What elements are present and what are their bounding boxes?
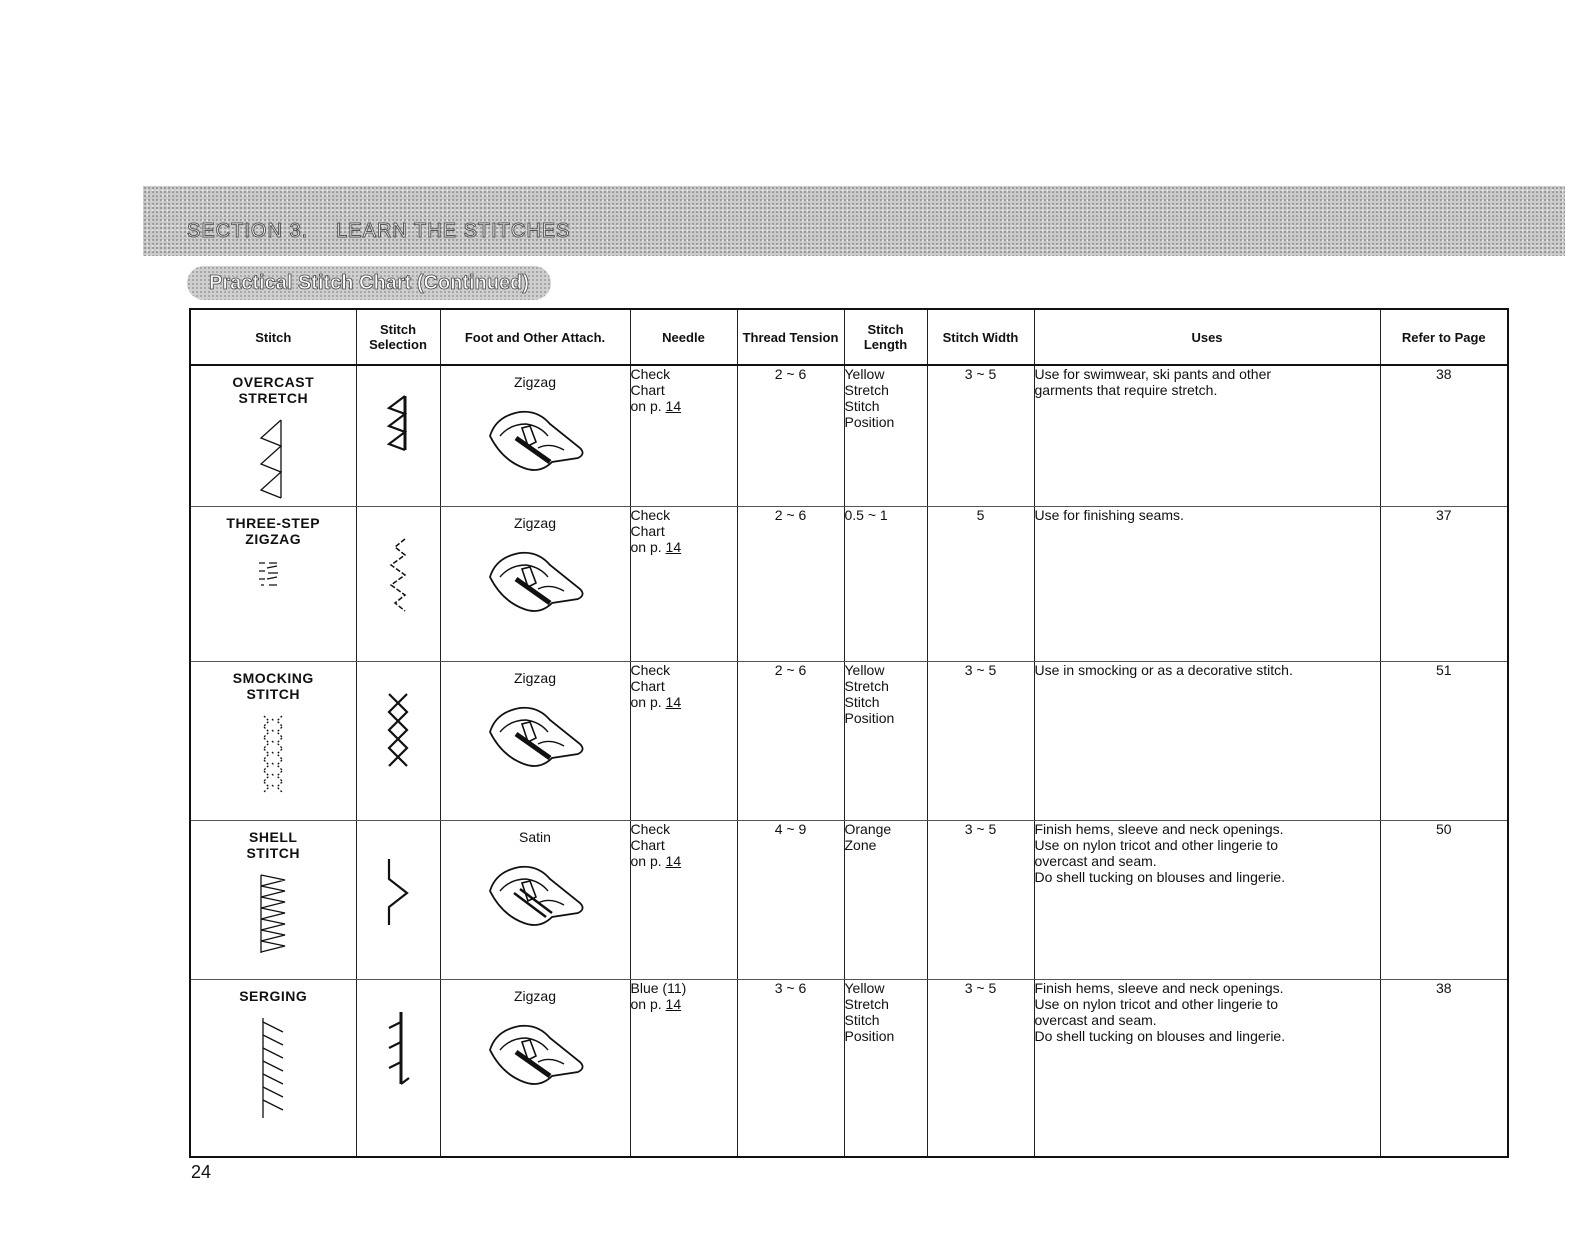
line: Do shell tucking on blouses and lingerie.: [1034, 869, 1286, 885]
line: Check: [630, 662, 671, 678]
section-banner: [143, 186, 1565, 256]
line: Chart: [630, 837, 665, 853]
line: Stitch: [844, 694, 880, 710]
needle-cell: [630, 821, 737, 980]
uses-cell: [1034, 980, 1380, 1158]
line: Chart: [630, 382, 665, 398]
section-number: SECTION 3.: [187, 220, 309, 242]
overcast-stretch-selection-icon: [357, 394, 440, 452]
needle-cell: [630, 365, 737, 507]
line: on p. 14: [630, 539, 682, 555]
page-ref-link[interactable]: 14: [665, 539, 682, 555]
line: Yellow: [844, 366, 885, 382]
header-row: [190, 309, 1508, 365]
table-row: [190, 507, 1508, 662]
foot-cell: [440, 980, 630, 1158]
line: STRETCH: [238, 390, 309, 406]
width-cell: 3 ~ 5: [927, 662, 1034, 821]
length-cell: [844, 662, 927, 821]
presser-foot-icon: [441, 857, 630, 935]
header-foot: Foot and Other Attach.: [440, 309, 630, 365]
needle-cell: [630, 507, 737, 662]
length-cell: [844, 507, 927, 662]
selection-cell: [356, 821, 440, 980]
line: Use on nylon tricot and other lingerie to: [1034, 837, 1279, 853]
line: Do shell tucking on blouses and lingerie.: [1034, 1028, 1286, 1044]
uses-cell: [1034, 821, 1380, 980]
width-cell: 5: [927, 507, 1034, 662]
stitch-cell: [190, 980, 356, 1158]
line: ZIGZAG: [245, 531, 302, 547]
foot-cell: [440, 507, 630, 662]
presser-foot-icon: [441, 698, 630, 776]
selection-cell: [356, 365, 440, 507]
line: 0.5 ~ 1: [844, 507, 888, 523]
stitch-chart-table: [189, 308, 1509, 1158]
foot-label: Zigzag: [513, 670, 557, 686]
line: Yellow: [844, 980, 885, 996]
serging-stitch-selection-icon: [357, 1008, 440, 1088]
line: Use in smocking or as a decorative stitch.: [1034, 662, 1293, 678]
line: Yellow: [844, 662, 885, 678]
line: OVERCAST: [232, 374, 315, 390]
stitch-name: [191, 366, 356, 406]
tension-cell: 2 ~ 6: [737, 507, 844, 662]
refer-page-cell: 37: [1380, 507, 1508, 662]
header-stitch: Stitch: [190, 309, 356, 365]
line: SHELL: [249, 829, 298, 845]
line: Use for finishing seams.: [1034, 507, 1184, 523]
header-uses: Uses: [1034, 309, 1380, 365]
stitch-cell: [190, 821, 356, 980]
line: Check: [630, 366, 671, 382]
table-row: [190, 821, 1508, 980]
refer-page-cell: 38: [1380, 980, 1508, 1158]
line: Position: [844, 1028, 895, 1044]
chart-title: Practical Stitch Chart (Continued): [187, 266, 551, 300]
table-row: [190, 662, 1508, 821]
foot-cell: [440, 821, 630, 980]
selection-cell: [356, 507, 440, 662]
width-cell: 3 ~ 5: [927, 365, 1034, 507]
line: Finish hems, sleeve and neck openings.: [1034, 821, 1284, 837]
smocking-stitch-sample-icon: [191, 712, 356, 800]
refer-page-cell: 51: [1380, 662, 1508, 821]
table-row: [190, 980, 1508, 1158]
header-tension: Thread Tension: [737, 309, 844, 365]
foot-label: Satin: [519, 829, 551, 845]
foot-label: Zigzag: [513, 374, 557, 390]
stitch-name: [191, 821, 356, 861]
line: Position: [844, 710, 895, 726]
line: garments that require stretch.: [1034, 382, 1218, 398]
page-number: 24: [191, 1162, 212, 1182]
line: SERGING: [239, 988, 308, 1004]
header-length: Stitch Length: [844, 309, 927, 365]
stitch-cell: [190, 507, 356, 662]
line: Stretch: [844, 382, 889, 398]
width-cell: 3 ~ 5: [927, 980, 1034, 1158]
refer-page-cell: 38: [1380, 365, 1508, 507]
table-row: [190, 365, 1508, 507]
uses-cell: [1034, 365, 1380, 507]
line: Chart: [630, 678, 665, 694]
needle-cell: [630, 980, 737, 1158]
line: Stretch: [844, 678, 889, 694]
tension-cell: 3 ~ 6: [737, 980, 844, 1158]
serging-stitch-sample-icon: [191, 1014, 356, 1124]
line: on p. 14: [630, 694, 682, 710]
line: STITCH: [246, 686, 301, 702]
shell-stitch-selection-icon: [357, 849, 440, 929]
uses-cell: [1034, 662, 1380, 821]
shell-stitch-sample-icon: [191, 871, 356, 957]
foot-label: Zigzag: [513, 988, 557, 1004]
presser-foot-icon: [441, 543, 630, 621]
stitch-cell: [190, 365, 356, 507]
line: Zone: [844, 837, 877, 853]
line: Stretch: [844, 996, 889, 1012]
width-cell: 3 ~ 5: [927, 821, 1034, 980]
line: Stitch: [844, 398, 880, 414]
chart-body: [190, 365, 1508, 1157]
foot-label: Zigzag: [513, 515, 557, 531]
tension-cell: 4 ~ 9: [737, 821, 844, 980]
selection-cell: [356, 662, 440, 821]
length-cell: [844, 980, 927, 1158]
line: Use on nylon tricot and other lingerie to: [1034, 996, 1279, 1012]
line: on p. 14: [630, 996, 682, 1012]
tension-cell: 2 ~ 6: [737, 662, 844, 821]
page-ref-link[interactable]: 14: [665, 694, 682, 710]
stitch-name: [191, 507, 356, 547]
line: Orange: [844, 821, 892, 837]
uses-cell: [1034, 507, 1380, 662]
selection-cell: [356, 980, 440, 1158]
page-ref-link[interactable]: 14: [665, 853, 682, 869]
line: Check: [630, 507, 671, 523]
line: Finish hems, sleeve and neck openings.: [1034, 980, 1284, 996]
stitch-name: [191, 662, 356, 702]
stitch-name: [191, 980, 356, 1004]
header-width: Stitch Width: [927, 309, 1034, 365]
line: overcast and seam.: [1034, 1012, 1157, 1028]
three-step-zigzag-sample-icon: [191, 557, 356, 597]
needle-cell: [630, 662, 737, 821]
presser-foot-icon: [441, 402, 630, 480]
header-needle: Needle: [630, 309, 737, 365]
header-refer: Refer to Page: [1380, 309, 1508, 365]
refer-page-cell: 50: [1380, 821, 1508, 980]
stitch-cell: [190, 662, 356, 821]
overcast-stretch-sample-icon: [191, 416, 356, 506]
line: overcast and seam.: [1034, 853, 1157, 869]
page-ref-link[interactable]: 14: [665, 996, 682, 1012]
page-ref-link[interactable]: 14: [665, 398, 682, 414]
foot-cell: [440, 365, 630, 507]
section-title: LEARN THE STITCHES: [336, 220, 571, 242]
presser-foot-icon: [441, 1016, 630, 1094]
line: Use for swimwear, ski pants and other: [1034, 366, 1272, 382]
line: on p. 14: [630, 398, 682, 414]
line: Stitch: [844, 1012, 880, 1028]
length-cell: [844, 365, 927, 507]
line: STITCH: [246, 845, 301, 861]
tension-cell: 2 ~ 6: [737, 365, 844, 507]
line: Check: [630, 821, 671, 837]
length-cell: [844, 821, 927, 980]
three-step-zigzag-selection-icon: [357, 535, 440, 615]
section-heading: [187, 220, 598, 243]
line: Blue (11): [630, 980, 687, 996]
line: Chart: [630, 523, 665, 539]
line: on p. 14: [630, 853, 682, 869]
line: SMOCKING: [232, 670, 314, 686]
line: THREE-STEP: [226, 515, 321, 531]
foot-cell: [440, 662, 630, 821]
header-selection: Stitch Selection: [356, 309, 440, 365]
smocking-stitch-selection-icon: [357, 690, 440, 770]
line: Position: [844, 414, 895, 430]
